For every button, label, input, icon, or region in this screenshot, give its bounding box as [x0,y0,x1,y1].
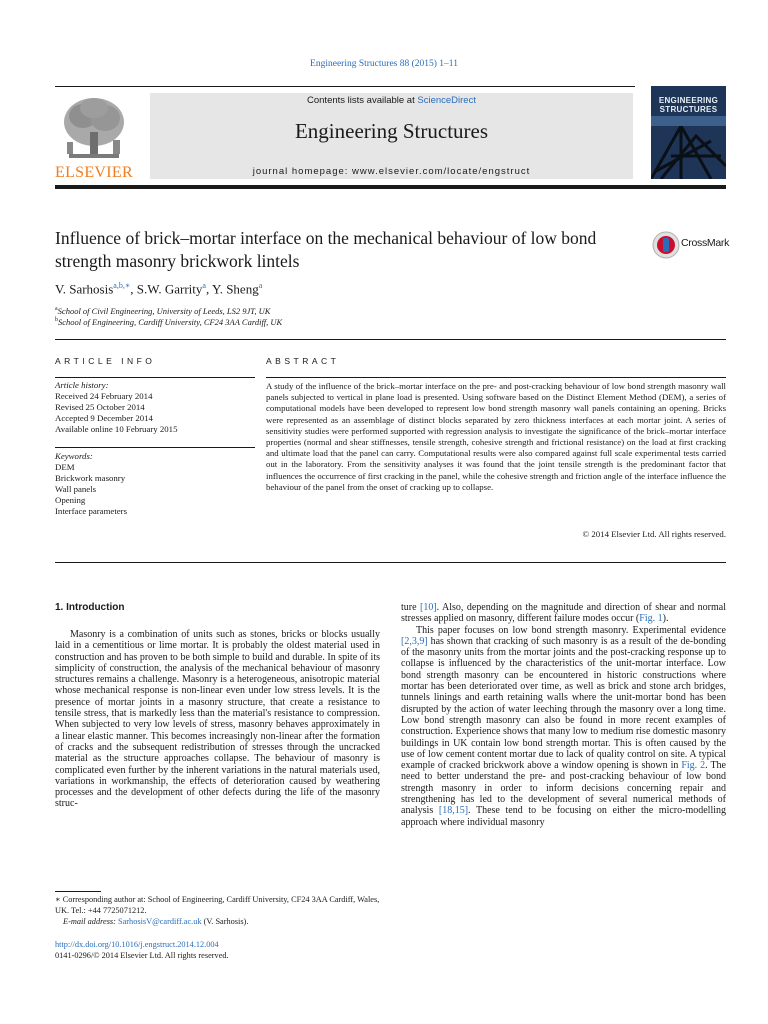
abstract-copyright: © 2014 Elsevier Ltd. All rights reserved. [582,529,726,539]
keywords-list [55,451,255,517]
affiliation: $^b$School of Engineering, Cardiff University, CF24 3AA Cardiff, UK [55,317,283,327]
intro-paragraph: Masonry is a combination of units such as stones, bricks or blocks usually laid in a cementitious or lime mortar. It is probably the oldest material used in construction and has proven to be both simple to build and durable. In spite of its simplicity of construction, the analysis of the mechanical behaviour of masonry structures remains a challenge. Masonry is a heterogeneous, anisotropic material whose mechanical response is non-linear even under low stress levels. It is the presence of mortar joints in a masonry structure, that create a resistance to tensile stress, that is markedly less than the material's resistance to compression. When subjected to very low levels of stress, masonry behaves approximately in a linear elastic manner. This becomes increasingly non-linear after the formation of cracks and the subsequent redistribution of stresses through the uncracked material as the structure approaches collapse. The behaviour of masonry is complicated even further by the inherent variations in the natural materials used, variations in workmanship, the effects of deterioration caused by weathering processes and the development of other defects during the life of the masonry struc- [55,629,380,810]
figure-link[interactable]: Fig. 2 [681,760,706,772]
journal-cover-image [651,86,726,179]
sciencedirect-link[interactable]: ScienceDirect [417,95,476,106]
introduction-heading: 1. Introduction [55,602,125,613]
email-link[interactable]: SarhosisV@cardiff.ac.uk [118,916,202,926]
cover-title [651,96,726,114]
journal-title: Engineering Structures [294,119,489,143]
issn-line: 0141-0296/© 2014 Elsevier Ltd. All rights reserved. [55,950,229,960]
header-bottom-rule [55,185,726,189]
history-item: Received 24 February 2014 [55,391,153,401]
author-name: Y. Sheng [211,281,259,297]
author-affiliation-mark[interactable]: a [202,281,206,290]
abstract-heading: ABSTRACT [266,356,340,366]
keyword: Interface parameters [55,506,128,516]
article-info-rule [55,377,255,378]
keywords-label: Keywords: [55,451,93,461]
history-item: Accepted 9 December 2014 [55,413,153,423]
author-affiliation-mark[interactable]: a,b,∗ [113,281,131,290]
intro-paragraph: This paper focuses on low bond strength masonry. Experimental evidence [2,3,9] has shown that cracking of such masonry is as a result of the de-bonding of the masonry units from the mortar joints and the post-cracking response up to collapse is influenced by the characteristics of the unit-mortar interface. Low bond strength masonry can be encountered in historic constructions where mortar has been deteriorated over time, as well as brick and stone arch bridges, tunnels linings and earth retaining walls where the unit-mortar bond has been disrupted by the action of water leeching through the masonry over a long time. Low bond strength masonry can also be found in more recent examples of construction. Experience shows that many low to medium rise domestic masonry buildings in UK contain low bond strength mortar. This is often caused by the use of low cement content mortar due to lack of quality control on site. A typical example of cracked brickwork above a window opening is shown in Fig. 2. The need to better understand the pre- and post-cracking behaviour of low bond strength masonry in order to inform decisions concerning repair and strengthening has led to the development of several numerical methods of analysis [18,15]. These tend to be focusing on either the micro-modelling approach where individual masonry [401,624,726,828]
contents-line [150,95,633,106]
right-column [401,602,726,828]
keyword: DEM [55,462,75,472]
affiliation: $^a$School of Civil Engineering, University of Leeds, LS2 9JT, UK [55,306,271,316]
author-affiliation-mark[interactable]: a [258,281,263,290]
keyword: Opening [55,495,86,505]
abstract-rule [266,377,726,378]
article-info-heading: ARTICLE INFO [55,356,156,366]
journal-homepage[interactable]: journal homepage: www.elsevier.com/locate/engstruct [252,166,531,177]
author-name: V. Sarhosis [55,281,114,297]
cover-structure-art [651,116,726,179]
reference-link[interactable]: [10] [419,602,437,613]
cover-title-line1: ENGINEERING [658,96,719,105]
figure-link[interactable]: Fig. 1 [639,613,663,625]
left-column [55,629,380,810]
history-item: Available online 10 February 2015 [55,424,178,434]
reference-link[interactable]: [2,3,9] [401,635,428,647]
footnote-rule [55,891,101,892]
section-divider [55,562,726,563]
section-divider [55,339,726,340]
history-item: Revised 25 October 2014 [55,402,145,412]
footnote-text: ∗ Corresponding author at: School of Engineering, Cardiff University, CF24 3AA Cardiff, Wales, UK. Tel.: +44 7725071212. [55,895,380,915]
header-top-rule [55,86,635,87]
cover-title-line2: STRUCTURES [659,105,718,114]
elsevier-wordmark: ELSEVIER [55,164,133,181]
doi-link[interactable]: http://dx.doi.org/10.1016/j.engstruct.2014.12.004 [55,940,219,949]
journal-citation[interactable]: Engineering Structures 88 (2015) 1–11 [310,59,458,69]
bottom-meta [55,940,229,962]
keyword: Wall panels [55,484,97,494]
crossmark-icon[interactable] [652,231,680,259]
history-label: Article history: [55,380,109,390]
keywords-rule [55,447,255,448]
contents-prefix: Contents lists available at [307,95,418,106]
intro-paragraph: ture [10]. Also, depending on the magnitude and direction of shear and normal stresses applied on masonry, different failure modes occur (Fig. 1). [401,602,726,625]
author-name: S.W. Garrity [136,281,203,297]
author-list: V. Sarhosis$^{a,b,∗}$, S.W. Garrity$^a$, Y. Sheng$^a$ [55,281,263,297]
keyword: Brickwork masonry [55,473,126,483]
reference-link[interactable]: [18,15] [438,805,469,817]
article-history [55,380,255,435]
abstract-text: A study of the influence of the brick–mortar interface on the pre- and post-cracking behaviour of low bond strength masonry wall panels subjected to vertical in plane load is presented. Using software based on the Distinct Element Method (DEM), a series of computational models have been developed to represent low bond strength masonry wall panels containing an opening. Bricks were represented as an assemblage of distinct blocks separated by zero thickness interfaces at each mortar joint. A series of sensitivity studies were performed supported with regression analysis to investigate the significance of the brick–mortar interface properties (normal and shear stiffnesses, tensile strength, cohesive strength and frictional resistance) on the load at first cracking and ultimate load that the panel can carry. Computational results were also compared against full scale experimental tests carried out in the laboratory. From the sensitivity analyses it was found that the joint tensile strength is the predominant factor that influences the occurrence of first cracking in the panel, while the cohesive strength and friction angle of the interface influence the behaviour of the panel from the onset of cracking up to collapse. [266,381,726,492]
corresponding-author-footnote: ∗ Corresponding author at: School of Engineering, Cardiff University, CF24 3AA Cardiff, Wales, UK. Tel.: +44 7725071212. E-mail address: SarhosisV@cardiff.ac.uk (V. Sarhosis). [55,895,380,926]
crossmark-label[interactable]: CrossMark [681,237,730,249]
paper-title: Influence of brick–mortar interface on the mechanical behaviour of low bond strength masonry brickwork lintels [55,228,597,271]
